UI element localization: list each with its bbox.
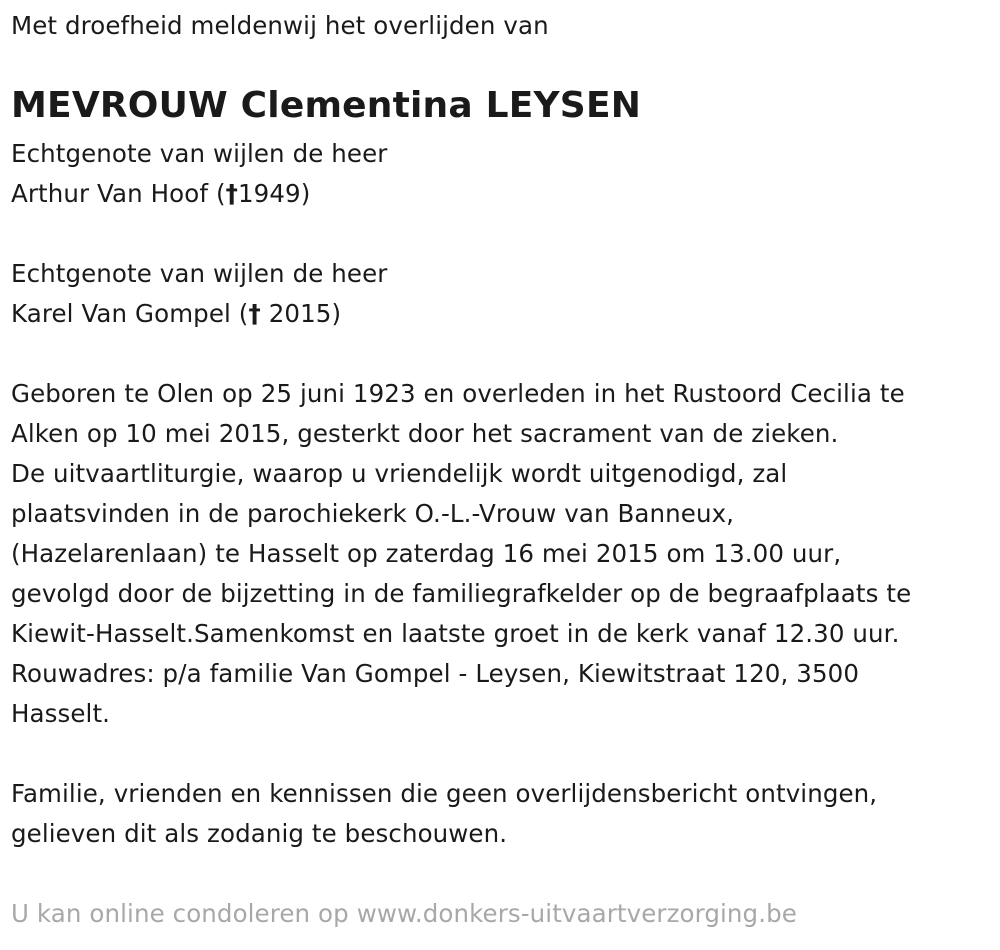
spouse-1-name-text: Arthur Van Hoof ( (11, 179, 226, 208)
closing-line: Familie, vrienden en kennissen die geen overlijdensbericht ontvingen, (11, 779, 878, 808)
intro-text: Met droefheid meldenwij het overlijden van (11, 11, 549, 40)
spouse-2-name-text: Karel Van Gompel ( (11, 299, 249, 328)
spouse-1-relation: Echtgenote van wijlen de heer (11, 139, 388, 168)
cross-icon: † (225, 179, 238, 208)
body-line: Rouwadres: p/a familie Van Gompel - Leysen, Kiewitstraat 120, 3500 (11, 659, 860, 688)
body-line: De uitvaartliturgie, waarop u vriendelijk wordt uitgenodigd, zal (11, 459, 788, 488)
spouse-2-year: 2015) (260, 299, 342, 328)
cross-icon: † (248, 299, 261, 328)
body-line: (Hazelarenlaan) te Hasselt op zaterdag 16 mei 2015 om 13.00 uur, (11, 539, 842, 568)
spouse-1-name (11, 174, 387, 214)
body-line: Hasselt. (11, 699, 111, 728)
spouse-1-year: 1949) (237, 179, 311, 208)
condolence-link[interactable]: U kan online condoleren op www.donkers-uitvaartverzorging.be (11, 899, 797, 928)
deceased-name: MEVROUW Clementina LEYSEN (11, 85, 642, 126)
spouse-2-relation: Echtgenote van wijlen de heer (11, 259, 388, 288)
body-line: plaatsvinden in de parochiekerk O.-L.-Vrouw van Banneux, (11, 499, 735, 528)
closing-line: gelieven dit als zodanig te beschouwen. (11, 819, 508, 848)
body-line: Kiewit-Hasselt.Samenkomst en laatste groet in de kerk vanaf 12.30 uur. (11, 619, 900, 648)
spouse-2-name (11, 294, 387, 334)
body-line: Geboren te Olen op 25 juni 1923 en overleden in het Rustoord Cecilia te (11, 379, 905, 408)
closing-text (11, 774, 877, 854)
notice-body (11, 374, 911, 734)
body-line: gevolgd door de bijzetting in de familiegrafkelder op de begraafplaats te (11, 579, 912, 608)
body-line: Alken op 10 mei 2015, gesterkt door het sacrament van de zieken. (11, 419, 839, 448)
spouse-2-block (11, 254, 387, 334)
spouse-1-block (11, 134, 387, 214)
